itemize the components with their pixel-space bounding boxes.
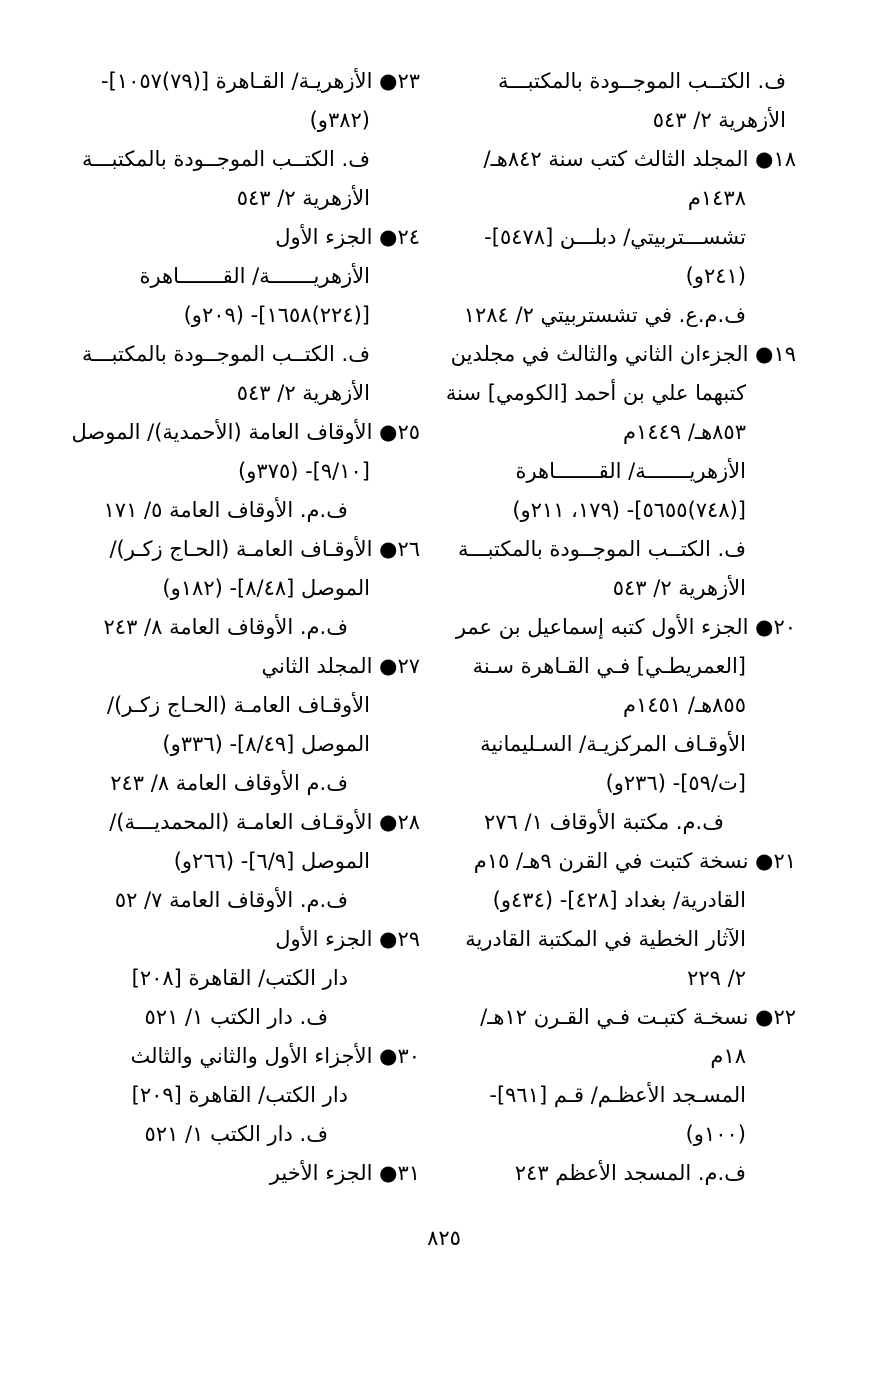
text-line: (٢٤١و)	[685, 264, 746, 288]
text-line: [ت/٥٩]- (٢٣٦و)	[605, 771, 746, 795]
text-line: الأزهريـــــــة/ القـــــــاهرة	[515, 459, 746, 483]
text-line: ف. الكتــب الموجــودة بالمكتبـــة	[457, 537, 746, 561]
text-line: الأوقـاف العامـة (الحـاج زكـر)/	[107, 693, 370, 717]
left-column	[72, 62, 420, 1193]
text-line: الأزهرية ٢/ ٥٤٣	[236, 381, 370, 405]
entry-25-heading: ٢٥● الأوقاف العامة (الأحمدية)/ الموصل	[71, 420, 420, 444]
text-line: ٨٥٥هـ/ ١٤٥١م	[623, 693, 746, 717]
text-line: ف.م. المسجد الأعظم ٢٤٣	[514, 1161, 746, 1185]
text-line: ف. الكتــب الموجــودة بالمكتبـــة	[81, 342, 370, 366]
text-line: ف. الكتــب الموجــودة بالمكتبـــة	[81, 147, 370, 171]
text-line: ف. دار الكتب ١/ ٥٢١	[144, 1122, 328, 1146]
text-line: دار الكتب/ القاهرة [٢٠٨]	[131, 966, 348, 990]
entry-23-heading: ٢٣● الأزهريـة/ القـاهرة [(٧٩)١٠٥٧]-	[101, 69, 420, 93]
text-line: [العمريطـي] فـي القـاهرة سـنة	[472, 654, 746, 678]
entry-28-heading: ٢٨● الأوقـاف العامـة (المحمديـــة)/	[109, 810, 420, 834]
text-line: ١٤٣٨م	[687, 186, 746, 210]
entry-22-heading: ٢٢● نسخـة كتبـت فـي القـرن ١٢هـ/	[480, 1005, 796, 1029]
text-line: ف.م. الأوقاف العامة ٨/ ٢٤٣	[103, 615, 348, 639]
text-line: (٣٨٢و)	[309, 108, 370, 132]
entry-20-heading: ٢٠● الجزء الأول كتبه إسماعيل بن عمر	[455, 615, 796, 639]
text-line: المسـجد الأعظـم/ قـم [٩٦١]-	[489, 1083, 746, 1107]
entry-27-heading: ٢٧● المجلد الثاني	[261, 654, 420, 678]
entry-18-heading: ١٨● المجلد الثالث كتب سنة ٨٤٢هـ/	[483, 147, 796, 171]
text-line: ف.م. مكتبة الأوقاف ١/ ٢٧٦	[484, 810, 724, 834]
text-line: [(٧٤٨)٥٦٥٥]- (١٧٩، ٢١١و)	[512, 498, 746, 522]
right-column	[445, 62, 796, 1193]
text-line: القادرية/ بغداد [٤٢٨]- (٤٣٤و)	[492, 888, 746, 912]
page-number: ٨٢٥	[427, 1226, 461, 1250]
text-line: [(٢٢٤)١٦٥٨]- (٢٠٩و)	[183, 303, 370, 327]
entry-19-heading: ١٩● الجزءان الثاني والثالث في مجلدين	[450, 342, 796, 366]
text-line: الأوقـاف المركزيـة/ السـليمانية	[480, 732, 746, 756]
entry-26-heading: ٢٦● الأوقـاف العامـة (الحـاج زكـر)/	[109, 537, 420, 561]
entry-30-heading: ٣٠● الأجزاء الأول والثاني والثالث	[130, 1044, 420, 1068]
text-line: الآثار الخطية في المكتبة القادرية	[465, 927, 746, 951]
text-line: الأزهرية ٢/ ٥٤٣	[652, 108, 786, 132]
text-line: ٨٥٣هـ/ ١٤٤٩م	[623, 420, 746, 444]
text-line: ف.م الأوقاف العامة ٨/ ٢٤٣	[110, 771, 348, 795]
text-line: ف. الكتــب الموجــودة بالمكتبـــة	[497, 69, 786, 93]
text-line: ف.م. الأوقاف العامة ٧/ ٥٢	[114, 888, 348, 912]
text-line: الموصل [٨/٤٩]- (٣٣٦و)	[162, 732, 370, 756]
text-line: الأزهرية ٢/ ٥٤٣	[236, 186, 370, 210]
text-line: كتبهما علي بن أحمد [الكومي] سنة	[445, 381, 746, 405]
text-line: ١٨م	[710, 1044, 746, 1068]
text-line: ف.م. الأوقاف العامة ٥/ ١٧١	[103, 498, 348, 522]
text-line: ف.م.ع. في تشستربيتي ٢/ ١٢٨٤	[463, 303, 746, 327]
text-line: الموصل [٦/٩]- (٢٦٦و)	[173, 849, 370, 873]
entry-21-heading: ٢١● نسخة كتبت في القرن ٩هـ/ ١٥م	[473, 849, 796, 873]
text-line: ٢/ ٢٢٩	[687, 966, 746, 990]
entry-24-heading: ٢٤● الجزء الأول	[275, 225, 420, 249]
text-line: (١٠٠و)	[685, 1122, 746, 1146]
text-line: الأزهريـــــــة/ القـــــــاهرة	[139, 264, 370, 288]
text-line: الأزهرية ٢/ ٥٤٣	[612, 576, 746, 600]
entry-29-heading: ٢٩● الجزء الأول	[275, 927, 420, 951]
text-line: ف. دار الكتب ١/ ٥٢١	[144, 1005, 328, 1029]
text-line: تشســـتربيتي/ دبلـــن [٥٤٧٨]-	[484, 225, 746, 249]
text-line: الموصل [٨/٤٨]- (١٨٢و)	[162, 576, 370, 600]
text-line: دار الكتب/ القاهرة [٢٠٩]	[131, 1083, 348, 1107]
text-line: [٩/١٠]- (٣٧٥و)	[238, 459, 370, 483]
entry-31-heading: ٣١● الجزء الأخير	[269, 1161, 420, 1185]
